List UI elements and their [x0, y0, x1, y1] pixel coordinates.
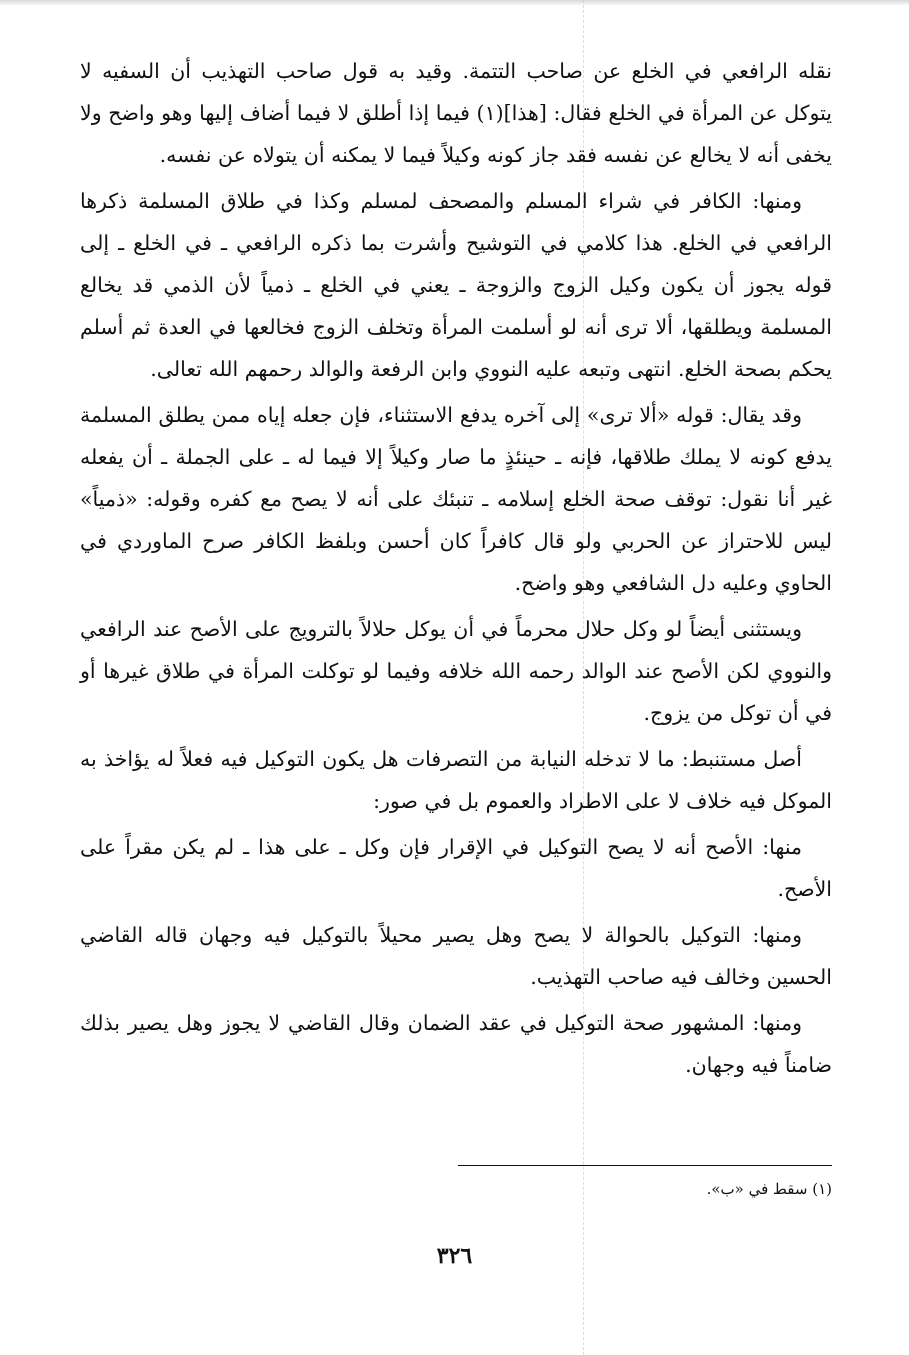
paragraph: أصل مستنبط: ما لا تدخله النيابة من التصرفات هل يكون التوكيل فيه فعلاً له يؤاخذ به الموكل فيه خلاف لا على الاطراد والعموم بل في صور:: [80, 747, 832, 813]
paragraph: منها: الأصح أنه لا يصح التوكيل في الإقرار فإن وكل ـ على هذا ـ لم يكن مقراً على الأصح.: [80, 835, 832, 901]
footnote: (١) سقط في «ب».: [706, 1180, 832, 1198]
paragraph: ومنها: الكافر في شراء المسلم والمصحف لمسلم وكذا في طلاق المسلمة ذكرها الرافعي في الخلع. هذا كلامي في التوشيح وأشرت بما ذكره الرافعي ـ في الخلع ـ إلى قوله يجوز أن يكون وكيل الزوج والزوجة ـ يعني في الخلع ـ ذمياً لأن الذمي قد يخالع المسلمة ويطلقها، ألا ترى أنه لو أسلمت المرأة وتخلف الزوج فخالعها في العدة ثم أسلم يحكم بصحة الخلع. انتهى وتبعه عليه النووي وابن الرفعة والوالد رحمهم الله تعالى.: [80, 189, 832, 381]
paragraph: ومنها: المشهور صحة التوكيل في عقد الضمان وقال القاضي لا يجوز وهل يصير بذلك ضامناً فيه وجهان.: [80, 1011, 832, 1077]
footnote-separator: [458, 1165, 832, 1166]
page-number: ٣٢٦: [436, 1243, 473, 1269]
paragraph: ويستثنى أيضاً لو وكل حلال محرماً في أن يوكل حلالاً بالترويج على الأصح عند الرافعي والنووي لكن الأصح عند الوالد رحمه الله خلافه وفيما لو توكلت المرأة في طلاق غيرها أو في أن توكل من يزوج.: [80, 617, 832, 725]
paragraph: وقد يقال: قوله «ألا ترى» إلى آخره يدفع الاستثناء، فإن جعله إياه ممن يطلق المسلمة يدفع كونه لا يملك طلاقها، فإنه ـ حينئذٍ ما صار وكيلاً إلا فيما له ـ على الجملة ـ أن يفعله غير أنا نقول: توقف صحة الخلع إسلامه ـ تنبئك على أنه لا يصح مع كفره وقوله: «ذمياً» ليس للاحتراز عن الحربي ولو قال كافراً كان أحسن وبلفظ الكافر صرح الماوردي في الحاوي وعليه دل الشافعي وهو واضح.: [80, 403, 832, 595]
paragraph: نقله الرافعي في الخلع عن صاحب التتمة. وقيد به قول صاحب التهذيب أن السفيه لا يتوكل عن المرأة في الخلع فقال: [هذا](١) فيما إذا أطلق لا فيما أضاف إليها وهو واضح ولا يخفى أنه لا يخالع عن نفسه فقد جاز كونه وكيلاً فيما لا يمكنه أن يتولاه عن نفسه.: [80, 59, 832, 167]
main-text: [80, 50, 832, 1090]
scan-edge-shadow: [0, 0, 909, 6]
paragraph: ومنها: التوكيل بالحوالة لا يصح وهل يصير محيلاً بالتوكيل فيه وجهان قاله القاضي الحسين وخالف فيه صاحب التهذيب.: [80, 923, 832, 989]
